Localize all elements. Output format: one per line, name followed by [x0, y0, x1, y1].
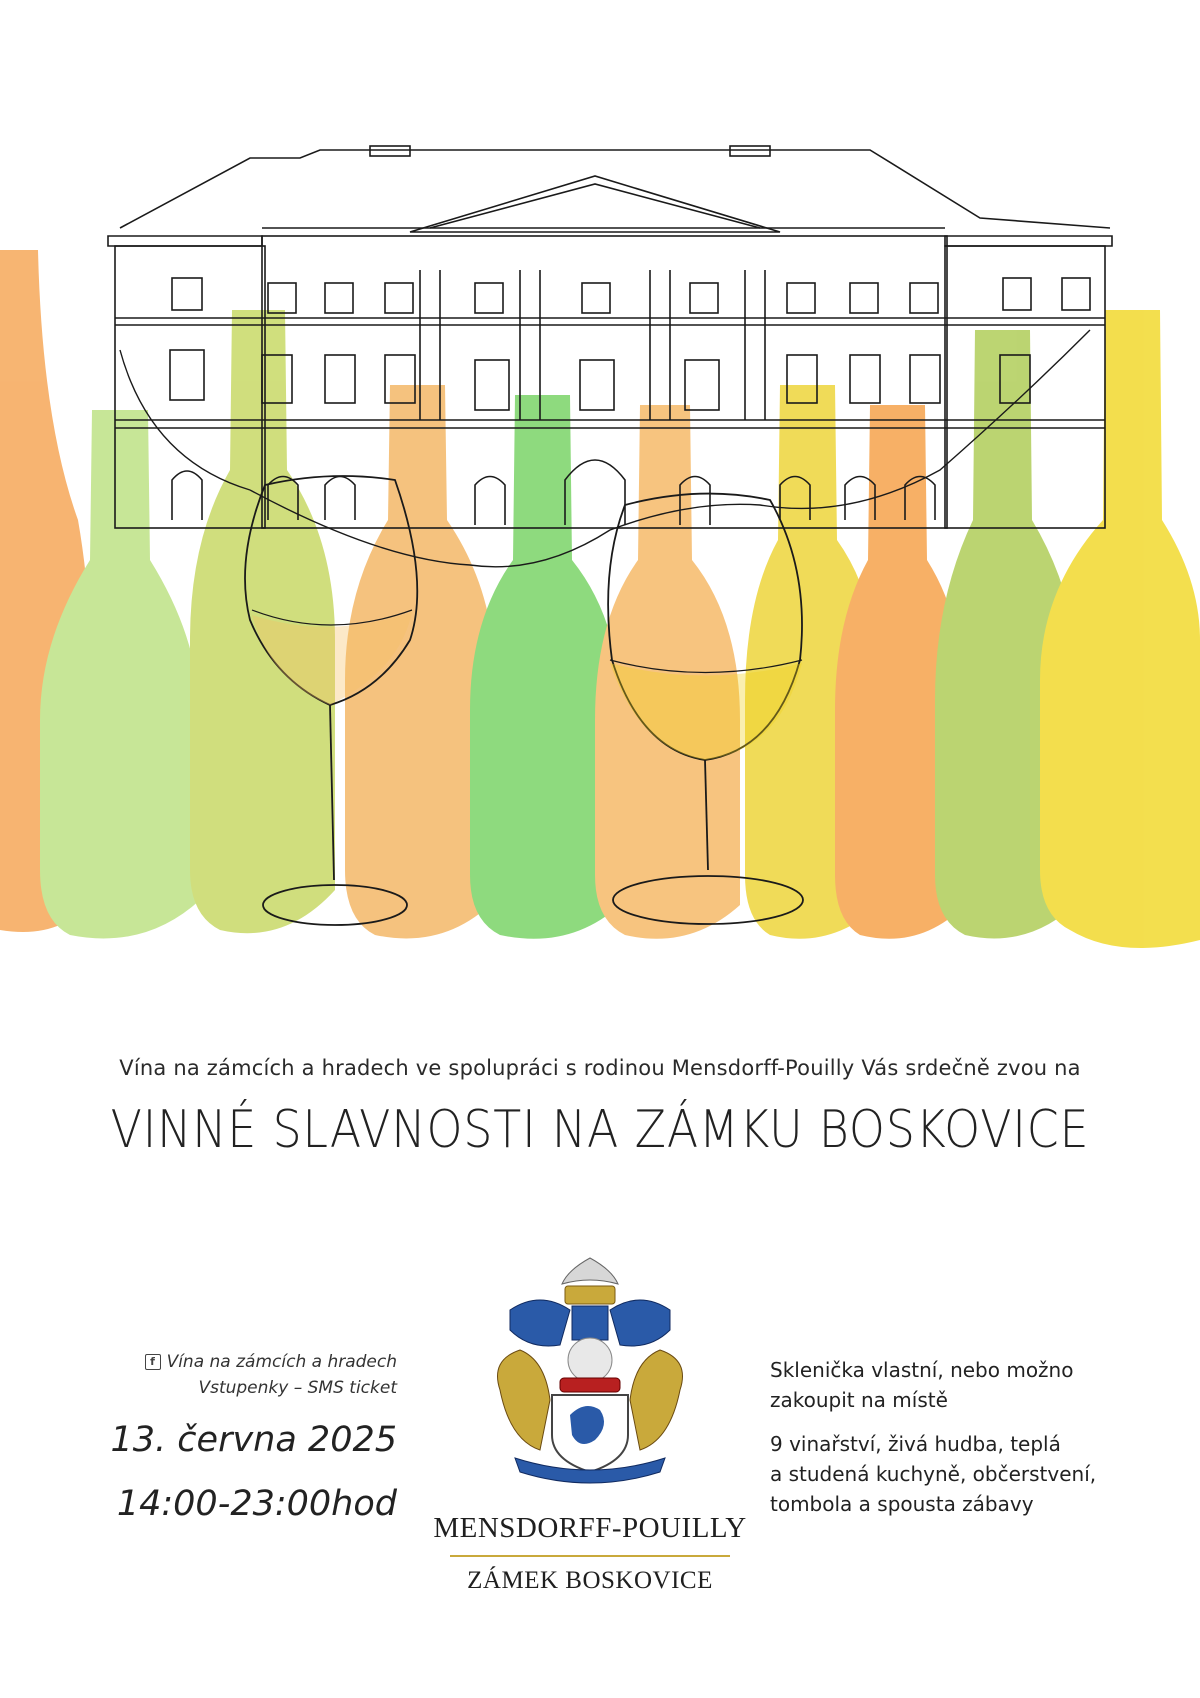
event-time: 14:00-23:00hod	[116, 1484, 397, 1524]
event-details	[111, 1352, 398, 1524]
brand-divider	[450, 1555, 730, 1557]
program-info-line: 9 vinařství, živá hudba, teplá	[770, 1432, 1061, 1456]
glass-info-line: zakoupit na místě	[770, 1388, 948, 1412]
program-info-line: a studená kuchyně, občerstvení,	[770, 1462, 1097, 1486]
brand-place: ZÁMEK BOSKOVICE	[467, 1567, 713, 1594]
brand-name: MENSDORFF-POUILLY	[433, 1512, 747, 1544]
intro-text: Vína na zámcích a hradech ve spolupráci s rodinou Mensdorff-Pouilly Vás srdečně zvou na	[119, 1056, 1081, 1080]
family-crest	[470, 1250, 710, 1490]
glass-info-line: Sklenička vlastní, nebo možno	[770, 1358, 1074, 1382]
event-date: 13. června 2025	[110, 1420, 397, 1460]
facebook-page-name: Vína na zámcích a hradech	[166, 1352, 397, 1372]
bottle	[1040, 310, 1200, 948]
ticket-info: Vstupenky – SMS ticket	[198, 1378, 397, 1398]
facebook-link[interactable]	[111, 1352, 398, 1372]
event-title: VINNÉ SLAVNOSTI NA ZÁMKU BOSKOVICE	[110, 1100, 1090, 1160]
facebook-icon: f	[145, 1354, 161, 1370]
event-info	[770, 1355, 1150, 1533]
glass-info	[770, 1355, 1150, 1415]
program-info	[770, 1429, 1150, 1519]
program-info-line: tombola a spousta zábavy	[770, 1492, 1034, 1516]
